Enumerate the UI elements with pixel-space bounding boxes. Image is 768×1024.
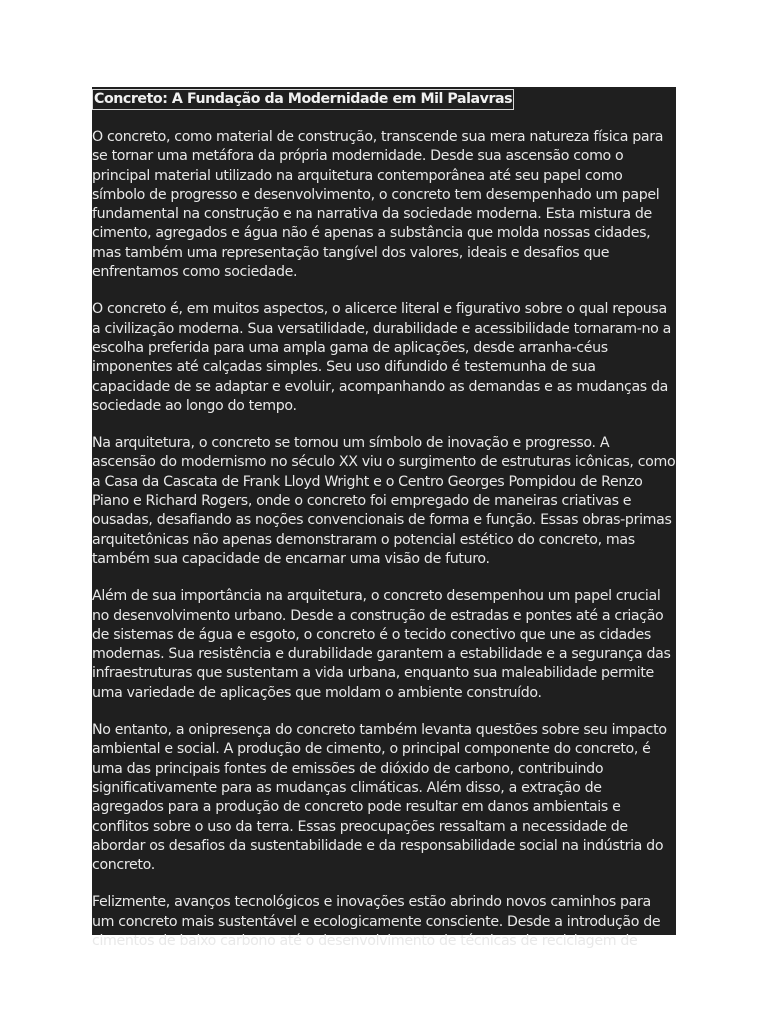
paragraph-6: Felizmente, avanços tecnológicos e inovações estão abrindo novos caminhos para um concreto mais sustentável e ecologicamente consciente. Desde a introdução de cimentos de baixo carbono até o desenvolvimento de técnicas de reciclagem de [92, 894, 661, 949]
paragraph-3: Na arquitetura, o concreto se tornou um símbolo de inovação e progresso. A ascensão do modernismo no século XX viu o surgimento de estruturas icônicas, como a Casa da Cascata de Frank Lloyd Wright e o Centro Georges Pompidou de Renzo Piano e Richard Rogers, onde o concreto foi empregado de maneiras criativas e ousadas, desafiando as noções convencionais de forma e função. Essas obras-primas arquitetônicas não apenas demonstraram o potencial estético do concreto, mas também sua capacidade de encarnar uma visão de futuro. [92, 435, 676, 567]
paragraph-4: Além de sua importância na arquitetura, o concreto desempenhou um papel crucial no desenvolvimento urbano. Desde a construção de estradas e pontes até a criação de sistemas de água e esgoto, o concreto é o tecido conectivo que une as cidades modernas. Sua resistência e durabilidade garantem a estabilidade e a segurança das infraestruturas que sustentam a vida urbana, enquanto sua maleabilidade permite uma variedade de aplicações que moldam o ambiente construído. [92, 588, 671, 701]
paragraph-5: No entanto, a onipresença do concreto também levanta questões sobre seu impacto ambiental e social. A produção de cimento, o principal componente do concreto, é uma das principais fontes de emissões de dióxido de carbono, contribuindo significativamente para as mudanças climáticas. Além disso, a extração de agregados para a produção de concreto pode resultar em danos ambientais e conflitos sobre o uso da terra. Essas preocupações ressaltam a necessidade de abordar os desafios da sustentabilidade e da responsabilidade social na indústria do concreto. [92, 722, 667, 874]
paragraph-1: O concreto, como material de construção, transcende sua mera natureza física para se tornar uma metáfora da própria modernidade. Desde sua ascensão como o principal material utilizado na arquitetura contemporânea até seu papel como símbolo de progresso e desenvolvimento, o concreto tem desempenhado um papel fundamental na construção e na narrativa da sociedade moderna. Esta mistura de cimento, agregados e água não é apenas a substância que molda nossas cidades, mas também uma representação tangível dos valores, ideais e desafios que enfrentamos como sociedade. [92, 129, 664, 281]
document-content [92, 87, 676, 951]
document-title: Concreto: A Fundação da Modernidade em Mil Palavras [92, 89, 514, 110]
paragraph-2: O concreto é, em muitos aspectos, o alicerce literal e figurativo sobre o qual repousa a civilização moderna. Sua versatilidade, durabilidade e acessibilidade tornaram-no a escolha preferida para uma ampla gama de aplicações, desde arranha-céus imponentes até calçadas simples. Seu uso difundido é testemunha de sua capacidade de se adaptar e evoluir, acompanhando as demandas e as mudanças da sociedade ao longo do tempo. [92, 301, 671, 414]
document-panel [92, 87, 676, 949]
